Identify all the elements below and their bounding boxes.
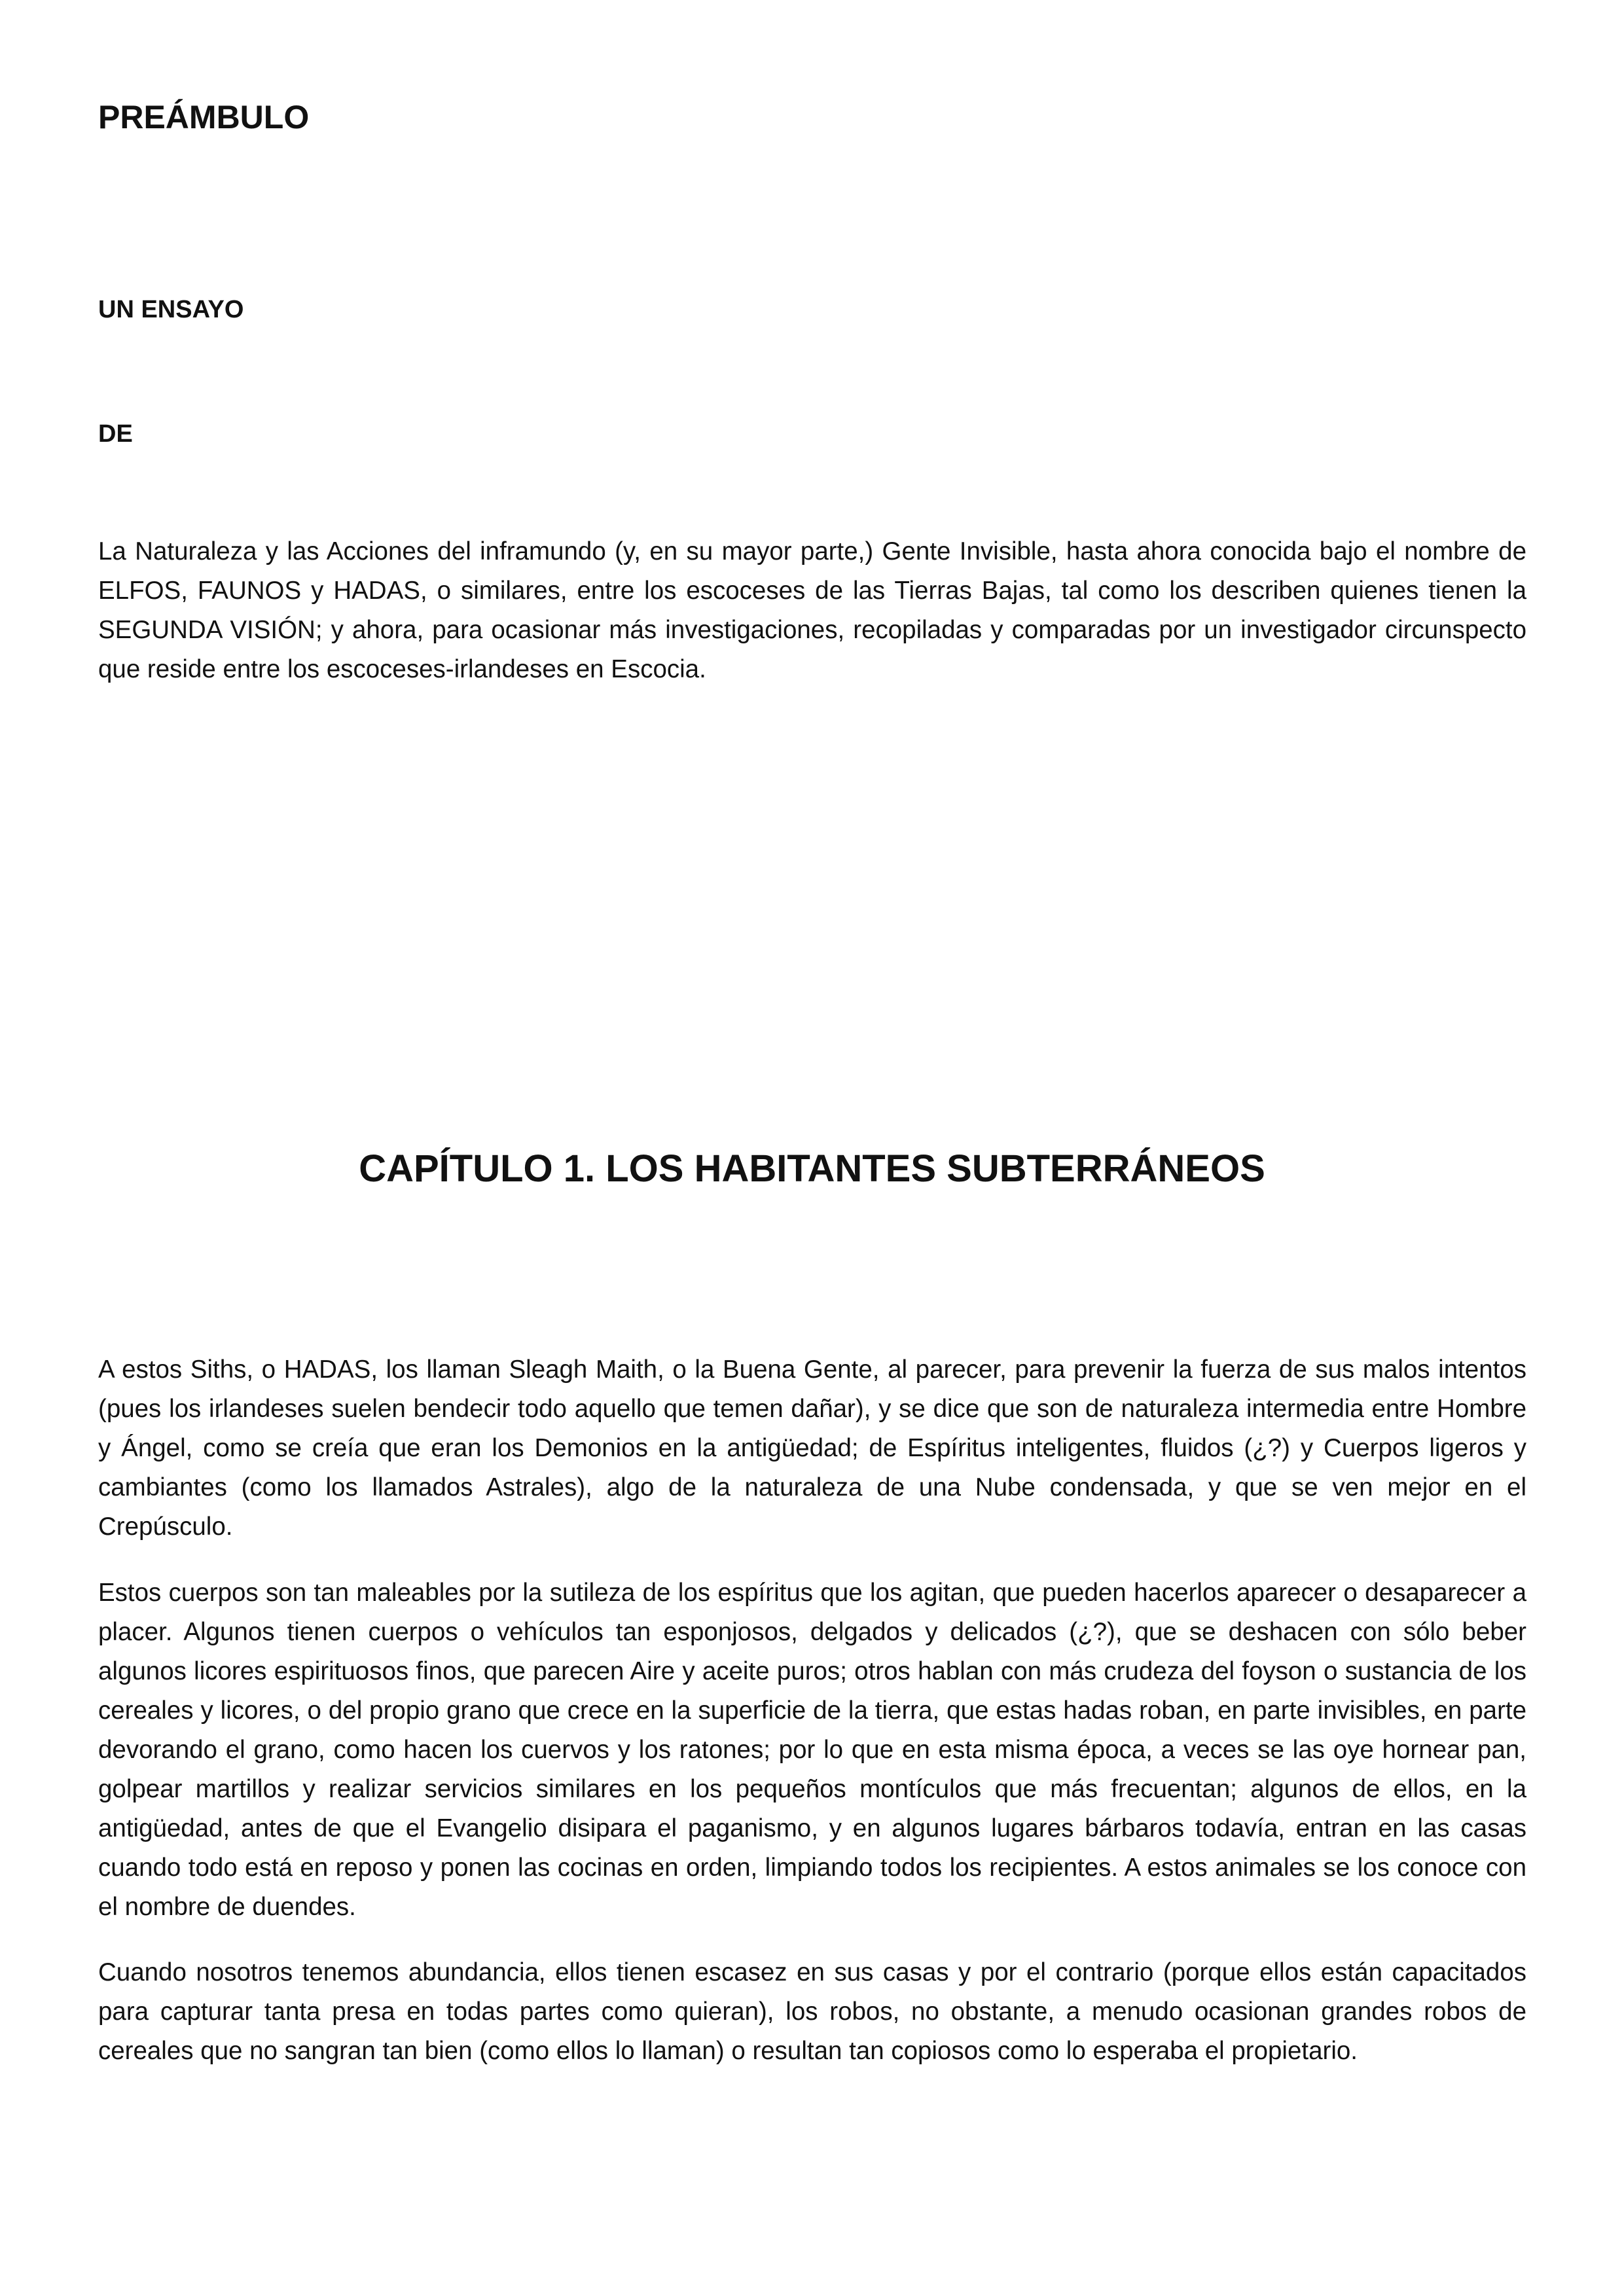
preamble-title: PREÁMBULO bbox=[98, 99, 310, 135]
chapter-paragraph-3: Cuando nosotros tenemos abundancia, ellos tienen escasez en sus casas y por el contrario (porque ellos están capacitados para capturar tanta presa en todas partes como quieran), los robos, no obstante, a menudo ocasionan grandes robos de cereales que no sangran tan bien (como ellos lo llaman) o resultan tan copiosos como lo esperaba el propietario. bbox=[98, 1958, 1526, 2065]
preamble-intro-paragraph: La Naturaleza y las Acciones del inframundo (y, en su mayor parte,) Gente Invisible, hasta ahora conocida bajo el nombre de ELFOS, FAUNOS y HADAS, o similares, entre los escoceses de las Tierras Bajas, tal como los describen quienes tienen la SEGUNDA VISIÓN; y ahora, para ocasionar más investigaciones, recopiladas y comparadas por un investigador circunspecto que reside entre los escoceses-irlandeses en Escocia. bbox=[98, 537, 1526, 683]
chapter-paragraph-1: A estos Siths, o HADAS, los llaman Sleagh Maith, o la Buena Gente, al parecer, para prevenir la fuerza de sus malos intentos (pues los irlandeses suelen bendecir todo aquello que temen dañar), y se dice que son de naturaleza intermedia entre Hombre y Ángel, como se creía que eran los Demonios en la antigüedad; de Espíritus inteligentes, fluidos (¿?) y Cuerpos ligeros y cambiantes (como los llamados Astrales), algo de la naturaleza de una Nube condensada, y que se ven mejor en el Crepúsculo. bbox=[98, 1355, 1526, 1541]
chapter-paragraph-2: Estos cuerpos son tan maleables por la sutileza de los espíritus que los agitan, que pueden hacerlos aparecer o desaparecer a placer. Algunos tienen cuerpos o vehículos tan esponjosos, delgados y delicados (¿?), que se deshacen con sólo beber algunos licores espirituosos finos, que parecen Aire y aceite puros; otros hablan con más crudeza del foyson o sustancia de los cereales y licores, o del propio grano que crece en la superficie de la tierra, que estas hadas roban, en parte invisibles, en parte devorando el grano, como hacen los cuervos y los ratones; por lo que en esta misma época, a veces se las oye hornear pan, golpear martillos y realizar servicios similares en los pequeños montículos que más frecuentan; algunos de ellos, en la antigüedad, antes de que el Evangelio disipara el paganismo, y en algunos lugares bárbaros todavía, entran en las casas cuando todo está en reposo y ponen las cocinas en orden, limpiando todos los recipientes. A estos animales se los conoce con el nombre de duendes. bbox=[98, 1579, 1526, 1921]
essay-subtitle: UN ENSAYO bbox=[98, 296, 244, 323]
essay-subtitle-de: DE bbox=[98, 420, 133, 448]
chapter-title: CAPÍTULO 1. LOS HABITANTES SUBTERRÁNEOS bbox=[359, 1147, 1265, 1190]
